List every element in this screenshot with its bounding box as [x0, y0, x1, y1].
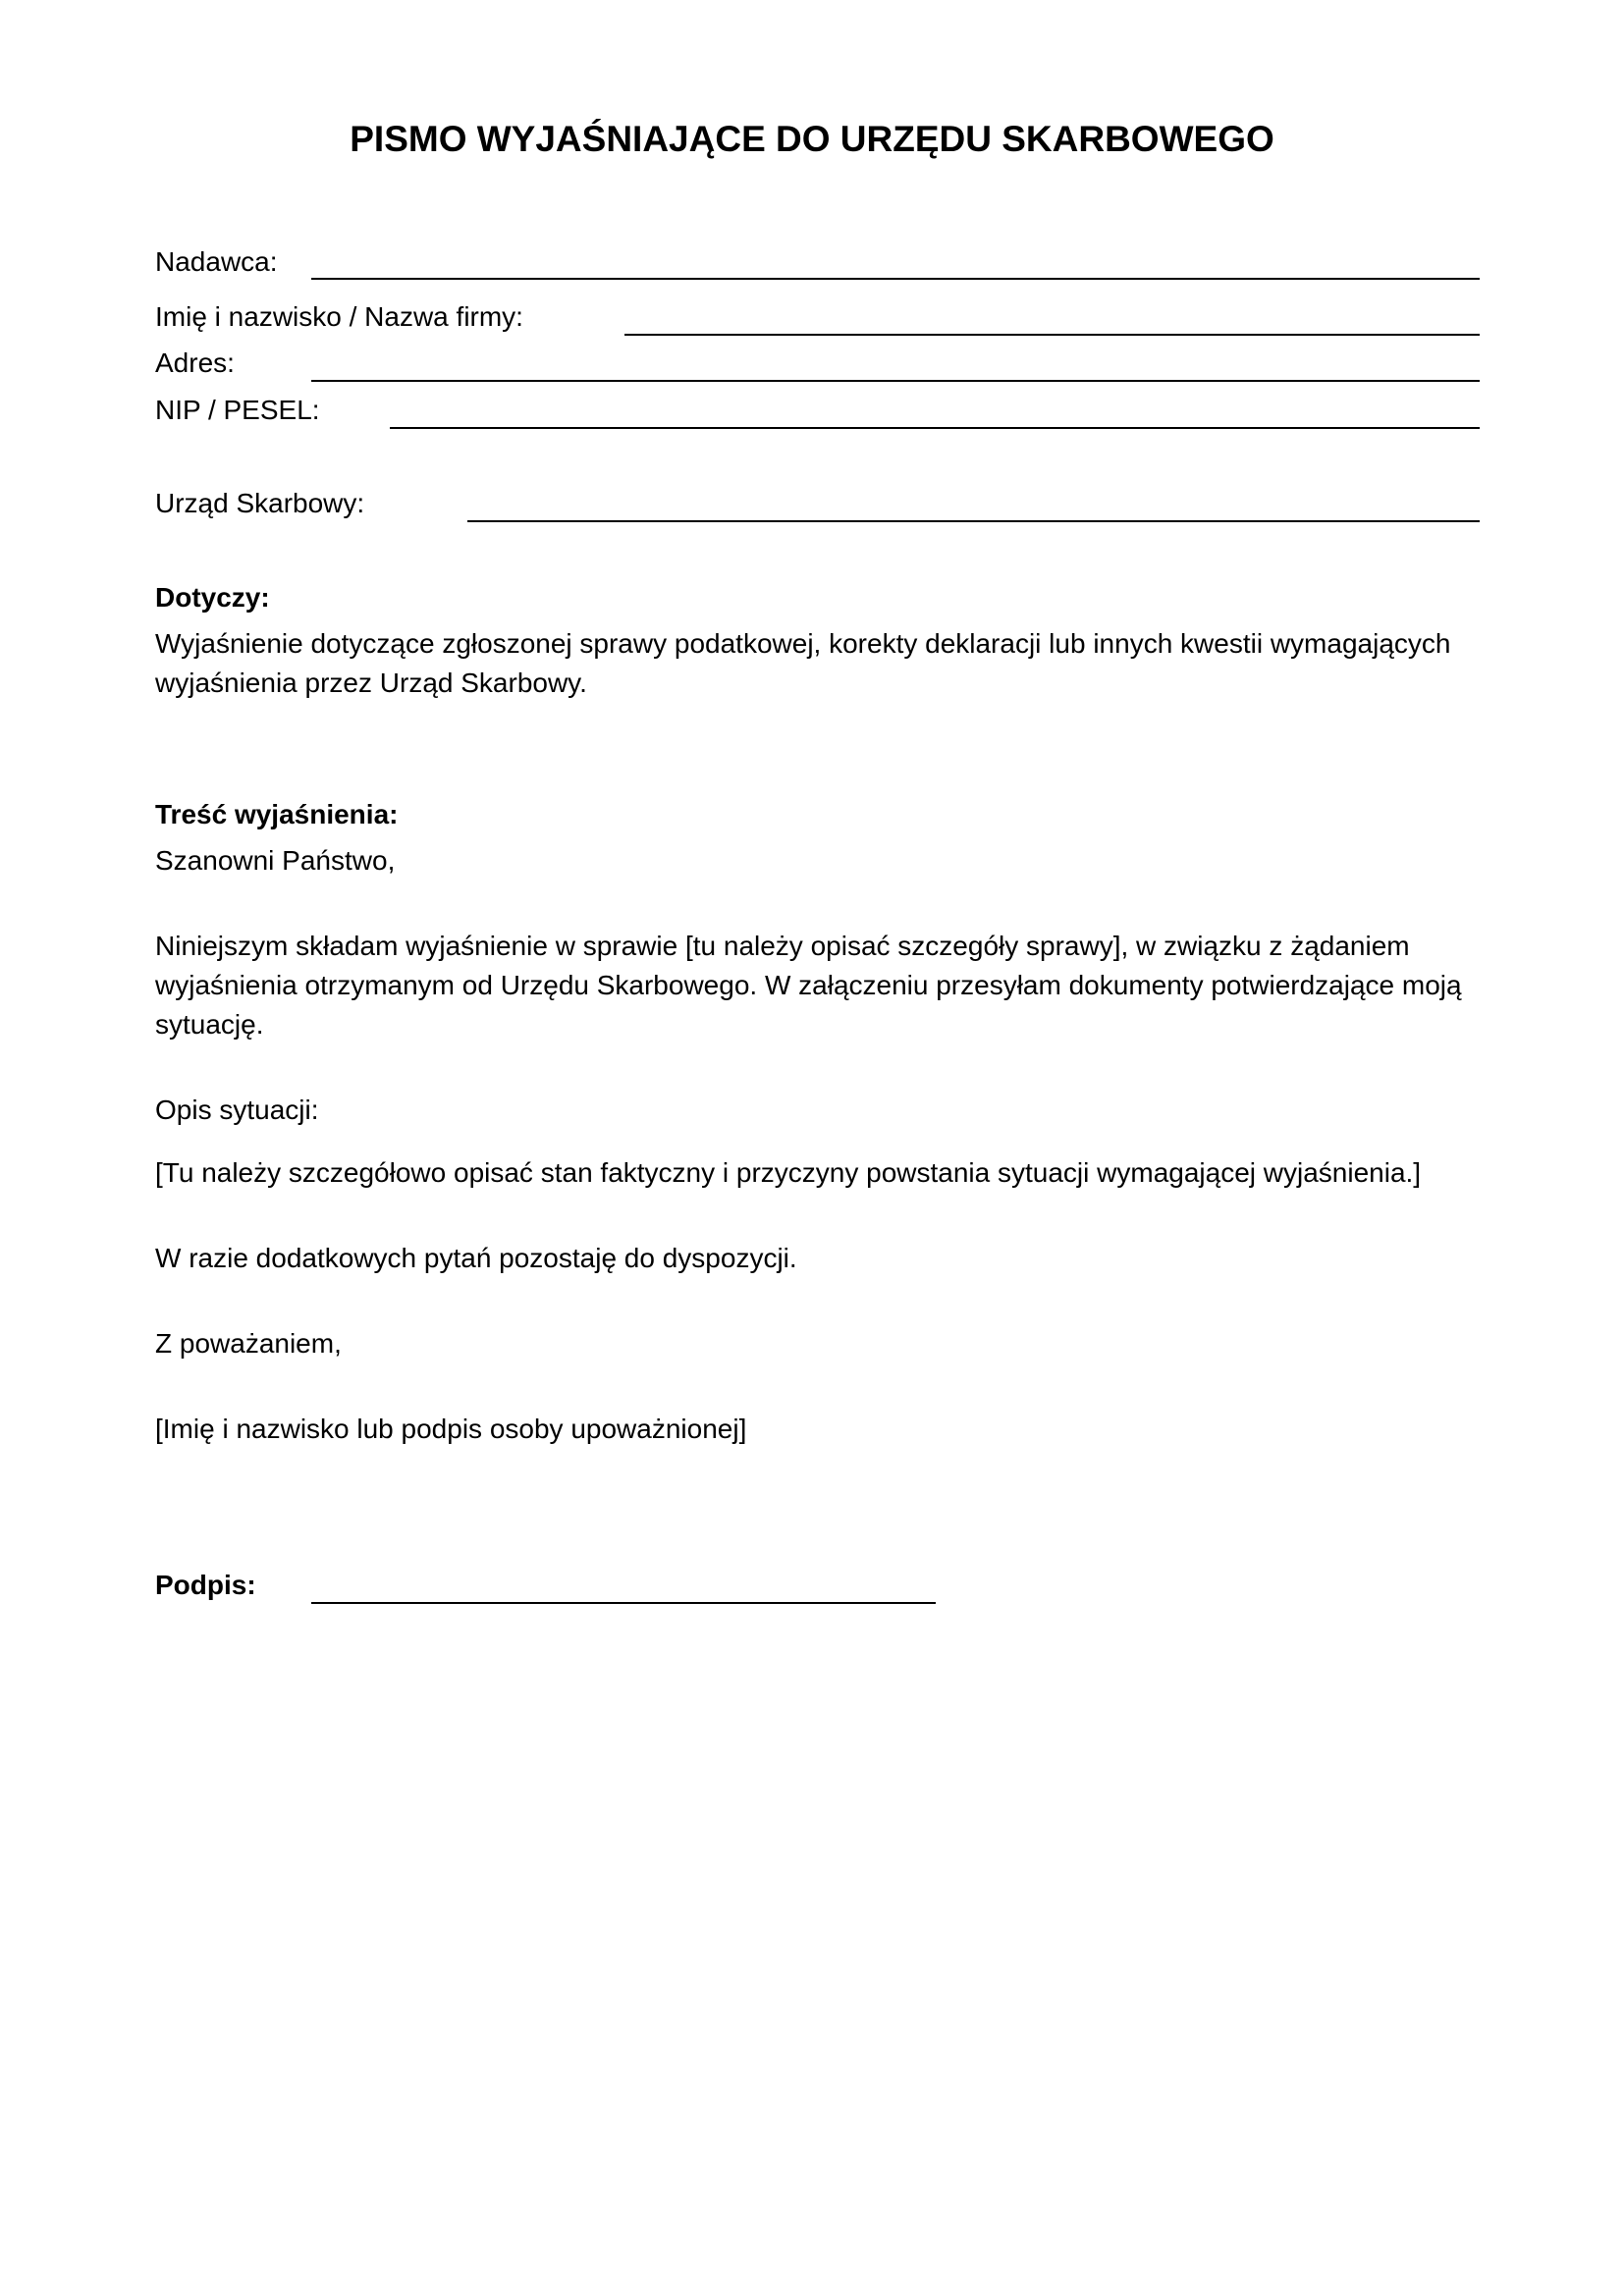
salutation: Szanowni Państwo,	[155, 845, 396, 876]
subject-heading: Dotyczy:	[155, 582, 270, 613]
tax-id-input-line[interactable]	[390, 427, 1480, 429]
name-label: Imię i nazwisko / Nazwa firmy:	[155, 301, 523, 332]
subject-text: Wyjaśnienie dotyczące zgłoszonej sprawy podatkowej, korekty deklaracji lub innych kwestii wymagających wyjaśnienia przez Urząd Skarbowy.	[155, 628, 1451, 698]
tax-office-label: Urząd Skarbowy:	[155, 488, 365, 518]
name-input-line[interactable]	[624, 334, 1480, 336]
address-input-line[interactable]	[311, 380, 1480, 382]
body-heading: Treść wyjaśnienia:	[155, 799, 399, 829]
document-title: PISMO WYJAŚNIAJĄCE DO URZĘDU SKARBOWEGO	[350, 119, 1274, 159]
address-label: Adres:	[155, 347, 235, 378]
signer-placeholder: [Imię i nazwisko lub podpis osoby upoważnionej]	[155, 1414, 747, 1444]
tax-office-input-line[interactable]	[467, 520, 1480, 522]
availability-text: W razie dodatkowych pytań pozostaję do dyspozycji.	[155, 1243, 797, 1273]
tax-id-label: NIP / PESEL:	[155, 395, 320, 425]
sender-label: Nadawca:	[155, 246, 278, 277]
closing-text: Z poważaniem,	[155, 1328, 342, 1359]
signature-input-line[interactable]	[311, 1602, 936, 1604]
intro-paragraph: Niniejszym składam wyjaśnienie w sprawie [tu należy opisać szczegóły sprawy], w związku z żądaniem wyjaśnienia otrzymanym od Urzędu Skarbowego. W załączeniu przesyłam dokumenty potwierdzające moją sytuację.	[155, 931, 1462, 1040]
situation-label: Opis sytuacji:	[155, 1095, 319, 1125]
signature-label: Podpis:	[155, 1570, 256, 1600]
sender-input-line[interactable]	[311, 278, 1480, 280]
situation-placeholder: [Tu należy szczegółowo opisać stan faktyczny i przyczyny powstania sytuacji wymagającej wyjaśnienia.]	[155, 1157, 1422, 1188]
